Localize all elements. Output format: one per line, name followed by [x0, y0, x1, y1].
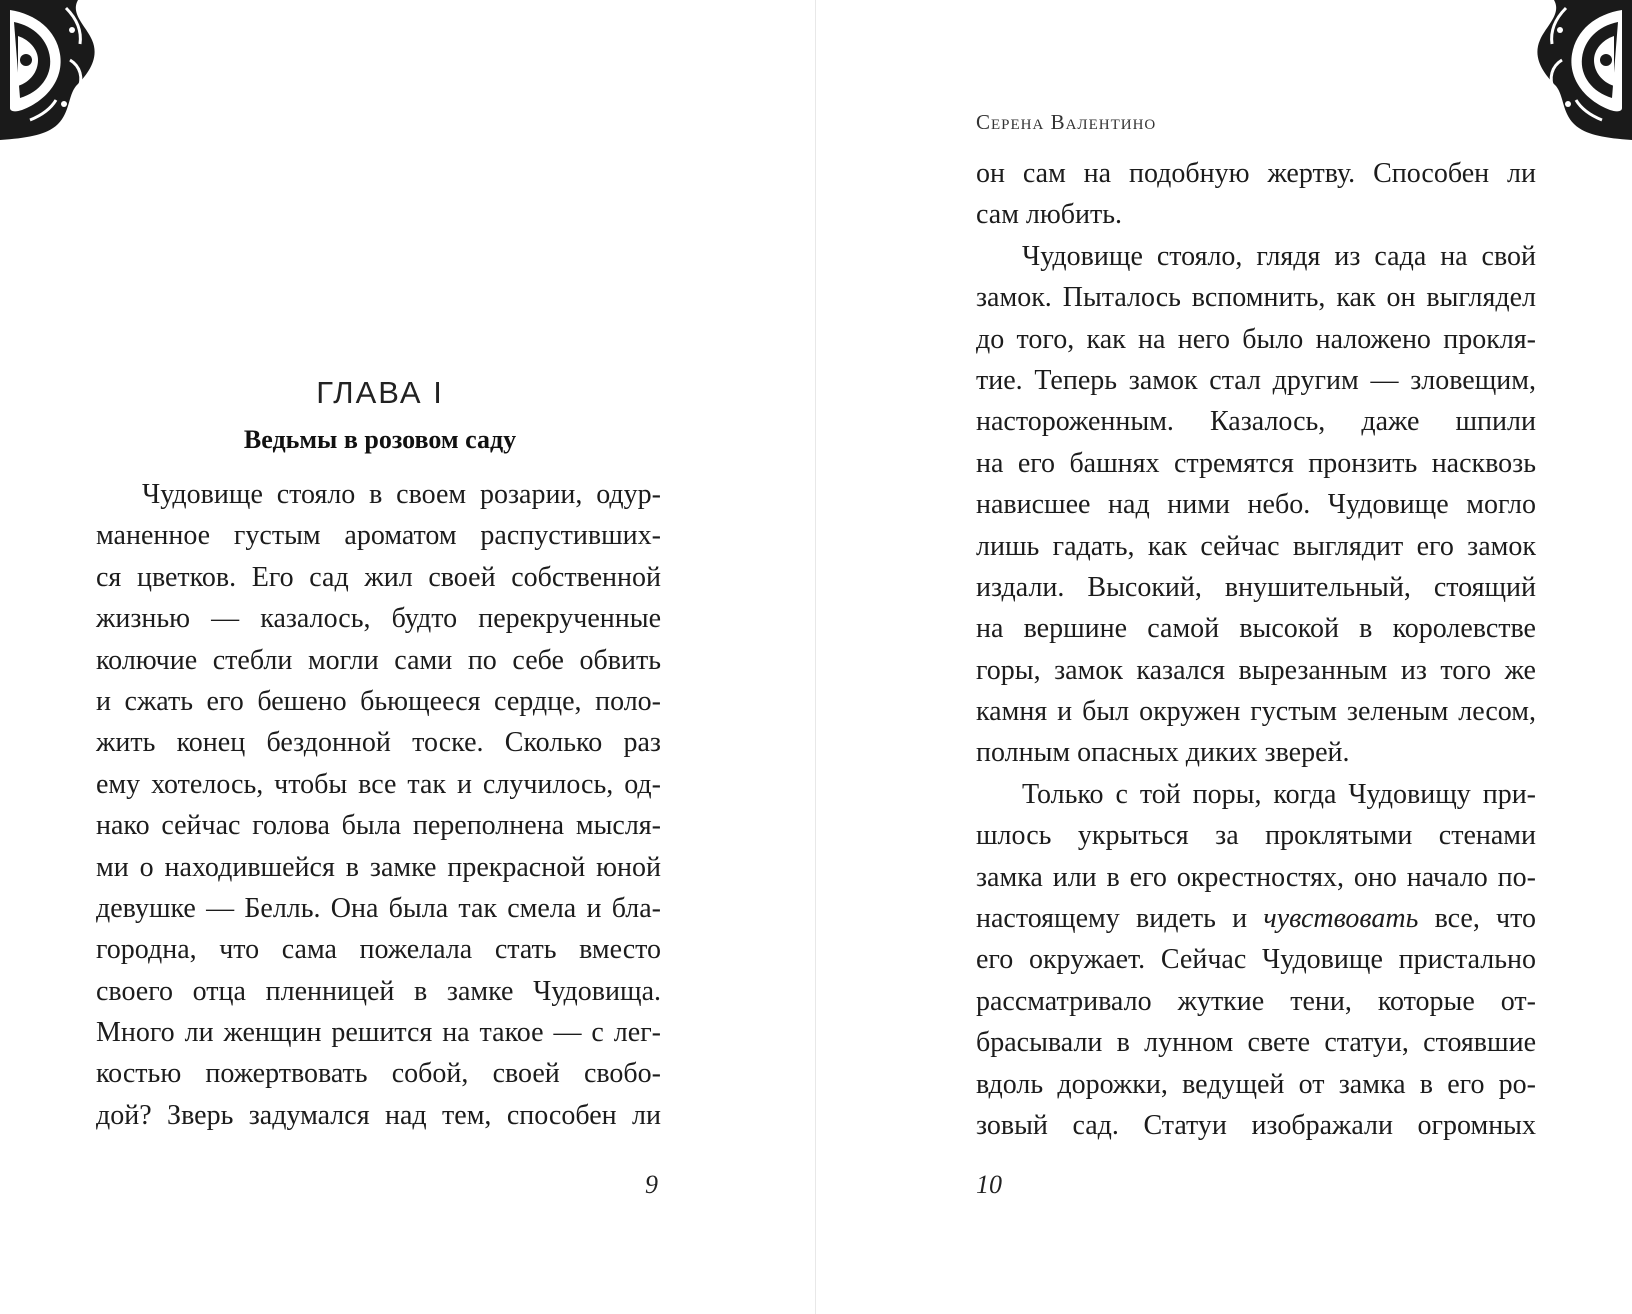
text-line: тие. Теперь замок стал другим — зловещим, [976, 364, 1536, 396]
text-line: городна, что сама пожелала стать вместо [96, 934, 661, 966]
text-line: замка или в его окрестностях, оно начало по- [976, 861, 1536, 893]
text-line: он сам на подобную жертву. Способен ли [976, 158, 1536, 189]
text-line: до того, как на него было наложено прокля- [976, 323, 1536, 355]
right-page-body [976, 153, 1536, 1146]
text-line: нако сейчас голова была переполнена мысля- [96, 810, 661, 842]
text-line: камня и был окружен густым зеленым лесом, [976, 696, 1536, 728]
page-number: 9 [645, 1170, 658, 1199]
text-line: сам любить. [976, 199, 1123, 231]
text-line: шлось укрыться за проклятыми стенами [976, 820, 1536, 852]
text-line: вдоль дорожки, ведущей от замка в его ро- [976, 1068, 1536, 1100]
text-line: маненное густым ароматом распустивших- [96, 520, 661, 552]
text-line: на вершине самой высокой в королевстве [976, 613, 1536, 645]
corner-ornament-icon [1530, 0, 1632, 140]
left-page-body [96, 474, 661, 1136]
text-line: жить конец бездонной тоске. Сколько раз [96, 727, 661, 759]
text-fragment: настоящему видеть и [976, 903, 1248, 935]
text-line: горы, замок казался вырезанным из того же [976, 654, 1536, 686]
text-line: Чудовище стояло в своем розарии, одур- [142, 479, 661, 510]
text-line-with-emphasis [976, 898, 1536, 939]
emphasized-word: чувствовать [1263, 903, 1419, 935]
running-head-author: Серена Валентино [976, 110, 1157, 134]
text-line: лишь гадать, как сейчас выглядит его замок [976, 530, 1536, 562]
text-line: своего отца пленницей в замке Чудовища. [96, 975, 661, 1007]
text-line: настороженным. Казалось, даже шпили [976, 406, 1536, 438]
chapter-title: ГЛАВА I [316, 375, 444, 410]
text-line: полным опасных диких зверей. [976, 737, 1350, 769]
corner-ornament-icon [0, 0, 102, 140]
text-line: Чудовище стояло, глядя из сада на свой [1022, 240, 1536, 272]
text-line: девушке — Белль. Она была так смела и бла- [96, 892, 661, 924]
text-line: нависшее над ними небо. Чудовище могло [976, 489, 1536, 521]
text-line: издали. Высокий, внушительный, стоящий [976, 571, 1536, 603]
text-line: рассматривало жуткие тени, которые от- [976, 985, 1536, 1017]
text-line: Много ли женщин решится на такое — с лег- [96, 1017, 661, 1049]
text-line: колючие стебли могли сами по себе обвить [96, 644, 661, 676]
text-line: замок. Пыталось вспомнить, как он выглядел [976, 282, 1536, 314]
text-line: дой? Зверь задумался над тем, способен ли [96, 1099, 661, 1131]
text-line: брасывали в лунном свете статуи, стоявшие [976, 1027, 1536, 1059]
text-line: на его башнях стремятся пронзить насквозь [976, 447, 1536, 479]
text-line: зовый сад. Статуи изображали огромных [976, 1109, 1536, 1141]
chapter-subtitle: Ведьмы в розовом саду [243, 425, 517, 454]
text-line: жизнью — казалось, будто перекрученные [96, 603, 661, 635]
text-line: ся цветков. Его сад жил своей собственной [96, 561, 661, 593]
text-fragment: все, что [1434, 903, 1537, 935]
text-line: его окружает. Сейчас Чудовище пристально [976, 944, 1536, 976]
page-number: 10 [976, 1170, 1002, 1199]
text-line: и сжать его бешено бьющееся сердце, поло- [96, 685, 661, 717]
text-line: ему хотелось, чтобы все так и случилось, од- [96, 768, 661, 800]
right-page [816, 0, 1632, 1314]
text-line: костью пожертвовать собой, своей свобо- [96, 1058, 661, 1090]
text-line: Только с той поры, когда Чудовищу при- [1022, 778, 1536, 810]
text-line: ми о находившейся в замке прекрасной юной [96, 851, 661, 883]
